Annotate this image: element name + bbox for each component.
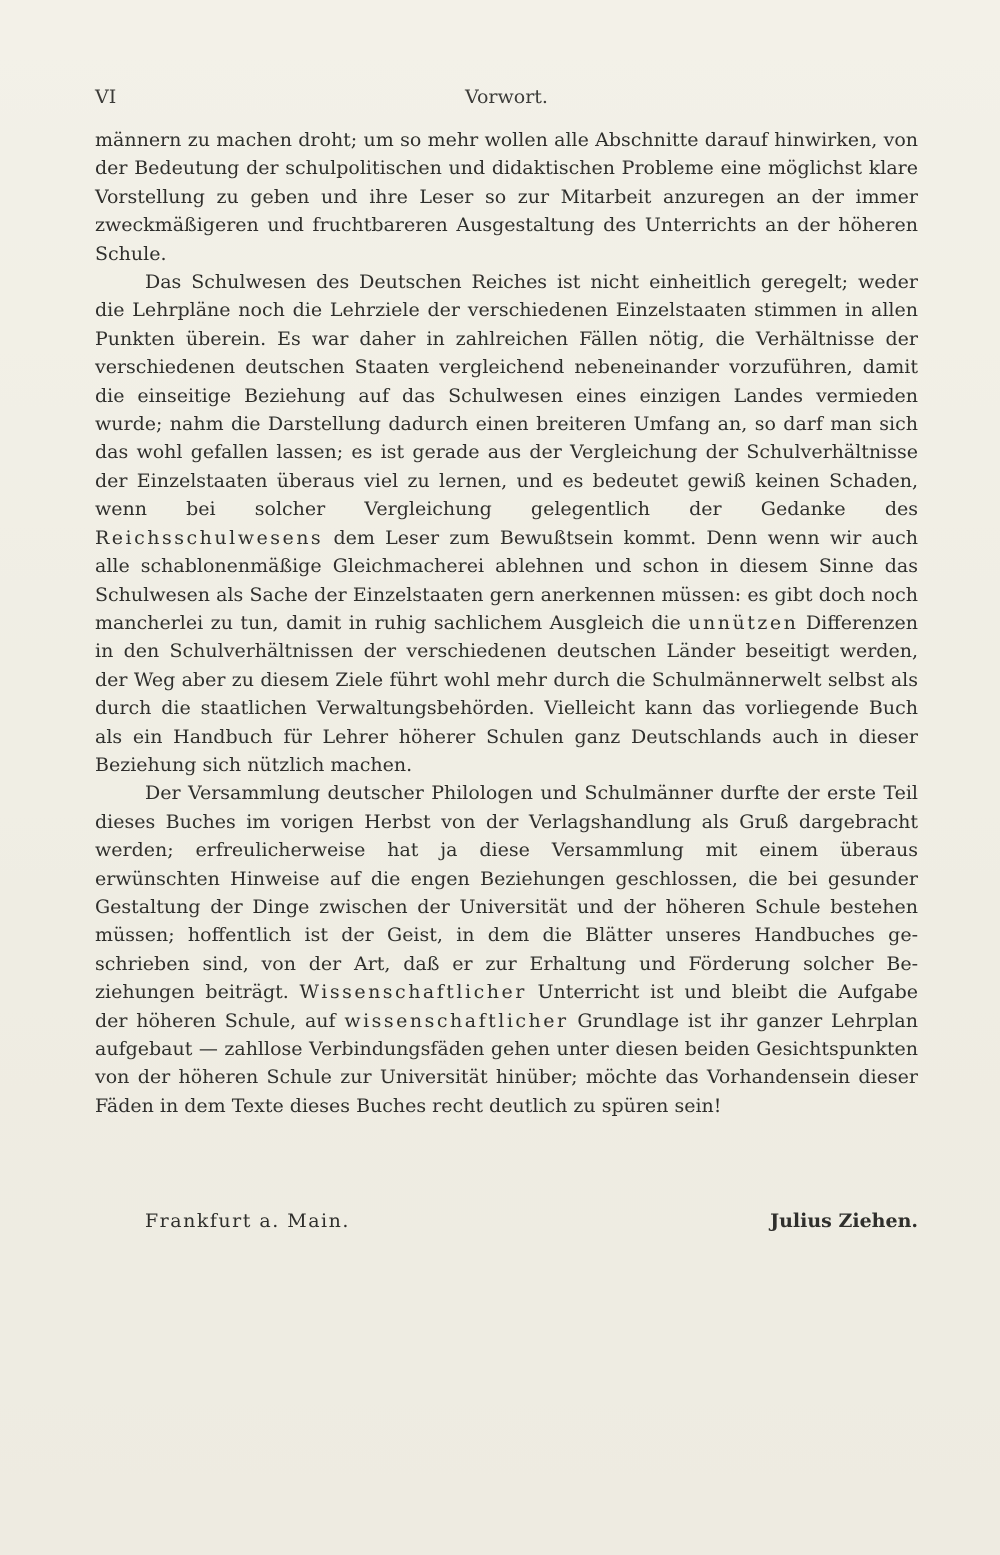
paragraph-text: Unterricht ist und bleibt die Aufgabe der höheren Schule, auf	[95, 981, 918, 1032]
page-header	[95, 86, 918, 116]
paragraph	[95, 779, 918, 1120]
preface-body-text	[95, 126, 918, 1120]
page-number: VI	[95, 86, 117, 108]
emphasized-spaced-text: Wissenschaftlicher	[299, 981, 527, 1004]
paragraph-text: Grundlage ist ihr ganzer Lehrplan aufgebaut — zahllose Verbindungsfäden gehen unter diesen beiden Gesichtspunkten von der höheren Schule zur Universität hinüber; möchte das Vorhandensein dieser Fäden in dem Texte dieses Buches recht deutlich zu spüren sein!	[95, 1009, 918, 1117]
signature-line	[95, 1210, 918, 1240]
emphasized-spaced-text: unnützen	[688, 611, 799, 634]
emphasized-spaced-text: Reichsschulwesens	[95, 526, 324, 549]
paragraph	[95, 126, 918, 268]
signature-place: Frankfurt a. Main.	[145, 1210, 350, 1232]
paragraph-text: Differenzen in den Schulverhältnissen der verschiedenen deutschen Länder beseitigt werden, der Weg aber zu diesem Ziele führt wohl mehr durch die Schulmännerwelt selbst als durch die staatlichen Verwaltungsbehörden. Vielleicht kann das vorliegende Buch als ein Handbuch für Lehrer höherer Schulen ganz Deutschlands auch in dieser Beziehung sich nützlich machen.	[95, 611, 919, 776]
paragraph-text: Der Versammlung deutscher Philologen und Schulmänner durfte der erste Teil dieses Buches im vorigen Herbst von der Verlagshandlung als Gruß dargebracht werden; erfreulicherweise hat ja diese Versammlung mit einem überaus erwünschten Hinweise auf die engen Beziehungen geschlossen, die bei gesunder Gestaltung der Dinge zwischen der Universität und der höheren Schule bestehen müssen; hoffentlich ist der Geist, in dem die Blätter unseres Handbuches geschrieben sind, von der Art, daß er zur Erhaltung und Förderung solcher Beziehungen beiträgt.	[95, 782, 918, 1004]
paragraph-text: männern zu machen droht; um so mehr wollen alle Abschnitte darauf hinwirken, von der Bedeutung der schulpolitischen und didaktischen Probleme eine möglichst klare Vorstellung zu geben und ihre Leser so zur Mitarbeit anzuregen an der immer zweckmäßigeren und fruchtbareren Ausgestaltung des Unterrichts an der höheren Schule.	[95, 129, 918, 265]
author-signature-name: Julius Ziehen.	[770, 1210, 918, 1232]
paragraph	[95, 268, 918, 779]
paragraph-text: dem Leser zum Bewußtsein kommt. Denn wenn wir auch alle schablonenmäßige Gleichmacherei ablehnen und schon in diesem Sinne das Schulwesen als Sache der Einzelstaaten gern anerkennen müssen: es gibt doch noch mancherlei zu tun, damit in ruhig sachlichem Ausgleich die	[95, 526, 918, 634]
emphasized-spaced-text: wissenschaftlicher	[344, 1009, 569, 1032]
running-title: Vorwort.	[465, 86, 548, 108]
paragraph-text: Das Schulwesen des Deutschen Reiches ist nicht einheitlich geregelt; weder die Lehrpläne noch die Lehrziele der verschiedenen Einzelstaaten stimmen in allen Punkten überein. Es war daher in zahlreichen Fällen nötig, die Verhältnisse der verschiedenen deutschen Staaten vergleichend nebeneinander vorzuführen, damit die einseitige Beziehung auf das Schulwesen eines einzigen Landes vermieden wurde; nahm die Darstellung dadurch einen breiteren Umfang an, so darf man sich das wohl gefallen lassen; es ist gerade aus der Vergleichung der Schulverhältnisse der Einzelstaaten überaus viel zu lernen, und es bedeutet gewiß keinen Schaden, wenn bei solcher Vergleichung gelegentlich der Gedanke des	[95, 271, 918, 521]
